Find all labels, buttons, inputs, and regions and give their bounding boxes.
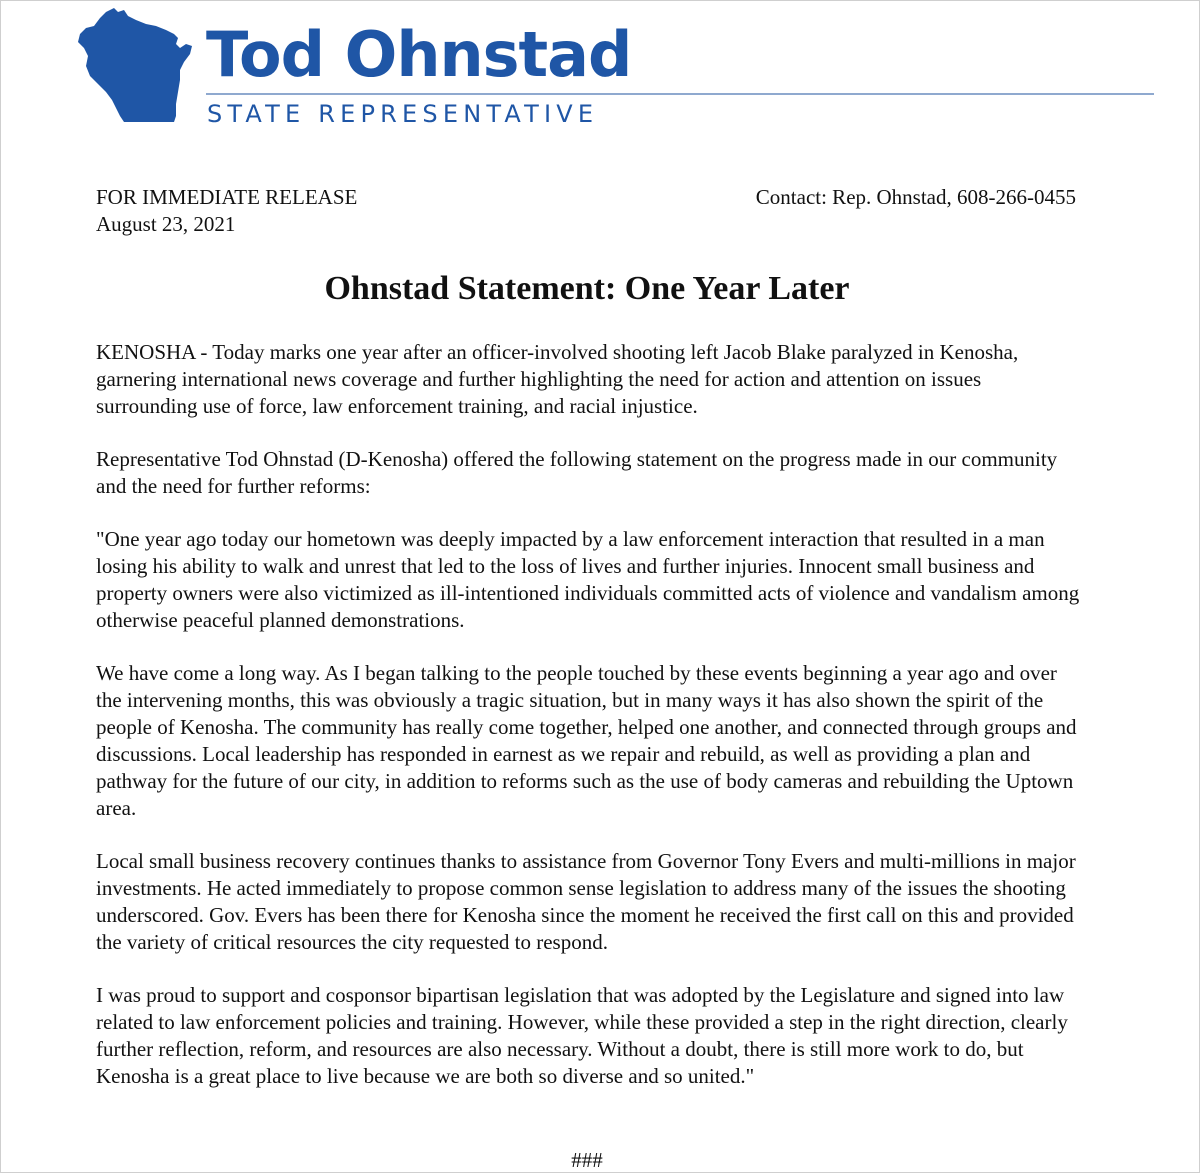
paragraph: KENOSHA - Today marks one year after an officer-involved shooting left Jacob Blake paralyzed in Kenosha, garnering international news coverage and further highlighting the need for action and attention on issues surrounding use of force, law enforcement training, and racial injustice.: [96, 340, 1019, 418]
paragraph: "One year ago today our hometown was deeply impacted by a law enforcement interaction that resulted in a man losing his ability to walk and unrest that led to the loss of lives and further injuries. Innocent small business and property owners were also victimized as ill-intentioned individuals committed acts of violence and vandalism among otherwise peaceful planned demonstrations.: [96, 527, 1080, 632]
paragraph: I was proud to support and cosponsor bipartisan legislation that was adopted by the Legislature and signed into law related to law enforcement policies and training. However, while these provided a step in the right direction, clearly further reflection, reform, and resources are also necessary. Without a doubt, there is still more work to do, but Kenosha is a great place to live because we are both so diverse and so united.": [96, 983, 1068, 1088]
release-info: [96, 184, 357, 238]
paragraph: We have come a long way. As I began talking to the people touched by these events beginning a year ago and over the intervening months, this was obviously a tragic situation, but in many ways it has also shown the spirit of the people of Kenosha. The community has really come together, helped one another, and connected through groups and discussions. Local leadership has responded in earnest as we repair and rebuild, as well as providing a plan and pathway for the future of our city, in addition to reforms such as the use of body cameras and rebuilding the Uptown area.: [96, 661, 1077, 820]
wisconsin-map-shape: [78, 8, 192, 122]
release-date: August 23, 2021: [96, 212, 236, 236]
letterhead-title: STATE REPRESENTATIVE: [207, 100, 599, 128]
paragraph: Representative Tod Ohnstad (D-Kenosha) offered the following statement on the progress made in our community and the need for further reforms:: [96, 447, 1058, 498]
letterhead-name: Tod Ohnstad: [206, 18, 632, 91]
statement-body: [96, 339, 1086, 1116]
contact-info: Contact: Rep. Ohnstad, 608-266-0455: [755, 185, 1076, 209]
headline: Ohnstad Statement: One Year Later: [324, 270, 850, 307]
wisconsin-map-icon: [76, 4, 194, 126]
end-mark: ###: [571, 1148, 603, 1172]
paragraph: Local small business recovery continues thanks to assistance from Governor Tony Evers and multi-millions in major investments. He acted immediately to propose common sense legislation to address many of the issues the shooting underscored. Gov. Evers has been there for Kenosha since the moment he received the first call on this and provided the variety of critical resources the city requested to respond.: [96, 849, 1076, 954]
release-label: FOR IMMEDIATE RELEASE: [96, 185, 358, 209]
letterhead-rule: [206, 93, 1154, 95]
